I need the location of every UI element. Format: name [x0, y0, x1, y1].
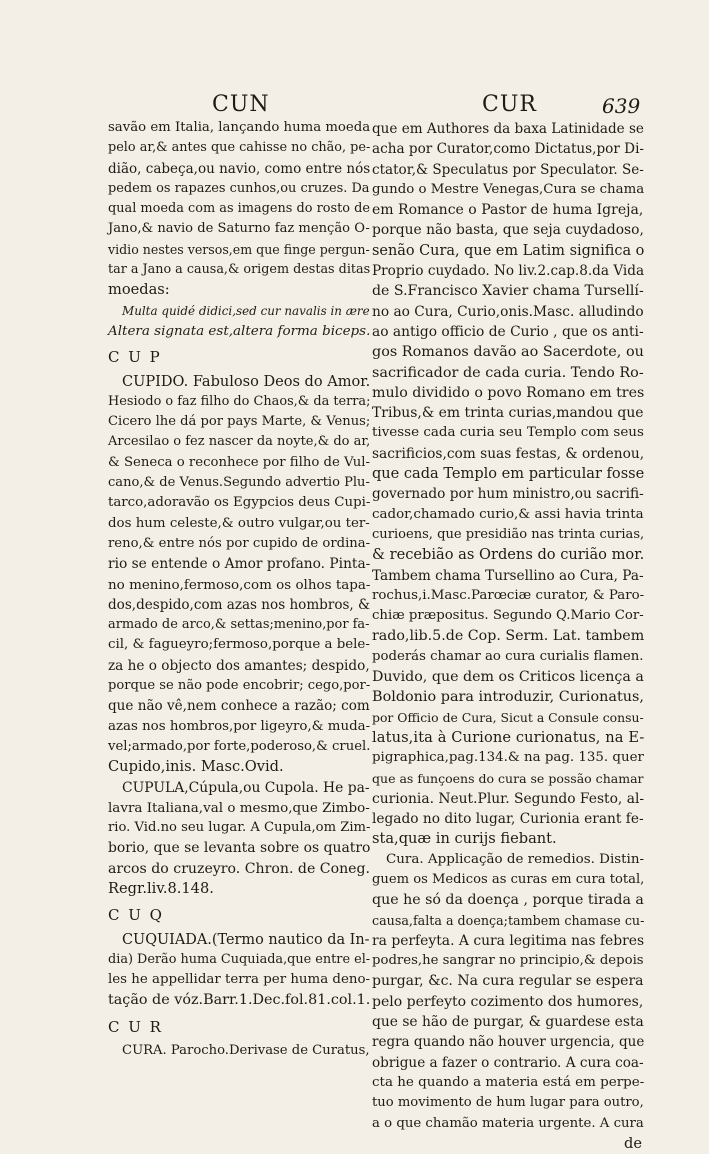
text-line: Regr.liv.8.148.: [108, 879, 214, 897]
text-line: ctator,& Speculatus por Speculator. Se-: [372, 161, 644, 178]
text-line: vidio nestes versos,em que finge pergun-: [108, 241, 370, 257]
text-line: reno,& entre nós por cupido de ordina-: [108, 535, 371, 551]
text-line: sta,quæ in curijs fiebant.: [372, 830, 557, 848]
text-line: qual moeda com as imagens do rosto de: [108, 201, 370, 217]
text-line: guem os Medicos as curas em cura total,: [372, 871, 645, 887]
text-line: chiæ præpositus. Segundo Q.Mario Cor-: [372, 608, 644, 624]
text-line: poderás chamar ao cura curialis flamen.: [372, 648, 644, 664]
text-line: Cura. Applicação de remedios. Distin-: [386, 851, 645, 867]
text-line: Duvido, que dem os Criticos licença a: [372, 669, 644, 686]
text-line: senão Cura, que em Latim significa o: [372, 242, 645, 259]
text-line: legado no dito lugar, Curionia erant fe-: [372, 811, 644, 828]
text-line: de: [624, 1134, 642, 1152]
text-line: CUPULA,Cúpula,ou Cupola. He pa-: [122, 779, 370, 796]
running-head-right: CUR: [482, 92, 537, 117]
text-line: regra quando não houver urgencia, que: [372, 1034, 645, 1051]
text-line: rio se entende o Amor profano. Pinta-: [108, 556, 371, 573]
text-line: za he o objecto dos amantes; despido,: [108, 657, 370, 674]
text-line: que as funçoens do cura se possão chamar: [372, 770, 644, 786]
text-line: Cupido,inis. Masc.Ovid.: [108, 758, 284, 776]
right-column: [372, 119, 644, 1154]
text-line: CURA. Parocho.Derivase de Curatus,: [122, 1043, 370, 1059]
text-line: que em Authores da baxa Latinidade se: [372, 121, 644, 137]
text-line: rio. Vid.no seu lugar. A Cupula,om Zim-: [108, 820, 371, 836]
text-line: pelo ar,& antes que cahisse no chão, pe-: [108, 140, 371, 156]
text-line: dos hum celeste,& outro vulgar,ou ter-: [108, 515, 370, 531]
text-line: que se hão de purgar, & guardese esta: [372, 1014, 644, 1031]
text-line: porque se não pode encobrir; cego,por-: [108, 678, 371, 694]
running-head-left: CUN: [212, 92, 270, 117]
text-line: em Romance o Pastor de huma Igreja,: [372, 202, 644, 219]
text-line: Proprio cuydado. No liv.2.cap.8.da Vida: [372, 263, 645, 280]
text-line: C U R: [108, 1017, 163, 1036]
left-column: [108, 118, 370, 1061]
text-line: gos Romanos davão ao Sacerdote, ou: [372, 344, 644, 361]
text-line: C U P: [108, 348, 162, 367]
text-line: Boldonio para introduzir, Curionatus,: [372, 689, 644, 706]
text-line: & recebião as Ordens do curião mor.: [372, 546, 645, 564]
text-line: rochus,i.Masc.Parœciæ curator, & Paro-: [372, 587, 645, 603]
text-line: Tribus,& em trinta curias,mandou que: [372, 405, 644, 422]
text-line: curionia. Neut.Plur. Segundo Festo, al-: [372, 790, 645, 807]
text-line: moedas:: [108, 281, 170, 299]
text-line: dos,despido,com azas nos hombros, &: [108, 596, 371, 613]
text-line: CUPIDO. Fabuloso Deos do Amor.: [122, 373, 371, 390]
text-line: C U Q: [108, 906, 164, 925]
text-line: dia) Derão huma Cuquiada,que entre el-: [108, 951, 371, 967]
text-line: pedem os rapazes cunhos,ou cruzes. Da: [108, 180, 370, 196]
text-line: Hesiodo o faz filho do Chaos,& da terra;: [108, 393, 371, 409]
text-line: sacrificios,com suas festas, & ordenou,: [372, 445, 645, 462]
text-line: curioens, que presidião nas trinta curias,: [372, 526, 645, 542]
text-line: tivesse cada curia seu Templo com seus: [372, 425, 644, 441]
text-line: borio, que se levanta sobre os quatro: [108, 840, 371, 857]
text-line: Altera signata est,altera forma biceps.: [108, 322, 371, 339]
text-line: dião, cabeça,ou navio, como entre nós: [108, 160, 371, 177]
text-line: rado,lib.5.de Cop. Serm. Lat. tambem: [372, 628, 645, 645]
text-line: arcos do cruzeyro. Chron. de Coneg.: [108, 860, 371, 877]
text-line: savão em Italia, lançando huma moeda: [108, 120, 371, 135]
text-line: porque não basta, que seja cuydadoso,: [372, 222, 644, 239]
text-line: cta he quando a materia está em perpe-: [372, 1074, 645, 1090]
text-line: por Officio de Cura, Sicut a Consule consu-: [372, 709, 644, 725]
text-line: Cicero lhe dá por pays Marte, & Venus;: [108, 414, 371, 430]
text-line: gundo o Mestre Venegas,Cura se chama: [372, 181, 645, 197]
page-number: 639: [602, 94, 641, 118]
text-line: de S.Francisco Xavier chama Tursellí-: [372, 283, 644, 300]
text-line: Arcesilao o fez nascer da noyte,& do ar,: [108, 434, 371, 450]
text-line: sacrificador de cada curia. Tendo Ro-: [372, 364, 644, 381]
text-line: & Seneca o reconhece por filho de Vul-: [108, 454, 370, 470]
text-line: Tambem chama Tursellino ao Cura, Pa-: [372, 567, 644, 584]
text-line: vel;armado,por forte,poderoso,& cruel.: [108, 738, 371, 754]
text-line: tar a Jano a causa,& origem destas ditas: [108, 262, 371, 278]
text-line: mulo dividido o povo Romano em tres: [372, 384, 645, 401]
text-line: purgar, &c. Na cura regular se espera: [372, 973, 644, 990]
text-line: cador,chamado curio,& assi havia trinta: [372, 506, 644, 522]
text-line: pigraphica,pag.134.& na pag. 135. quer: [372, 750, 644, 766]
text-line: latus,ita à Curione curionatus, na E-: [372, 728, 645, 746]
text-line: podres,he sangrar no principio,& depois: [372, 953, 644, 969]
text-line: que não vê,nem conhece a razão; com: [108, 698, 370, 715]
text-line: tação de vóz.Barr.1.Dec.fol.81.col.1.: [108, 992, 371, 1009]
text-line: cil, & fagueyro;fermoso,porque a bele-: [108, 637, 370, 653]
text-line: obrigue a fazer o contrario. A cura coa-: [372, 1054, 644, 1071]
text-line: tarco,adoravão os Egypcios deus Cupi-: [108, 495, 371, 511]
text-line: que cada Templo em particular fosse: [372, 465, 645, 483]
text-line: acha por Curator,como Dictatus,por Di-: [372, 141, 645, 158]
text-line: azas nos hombros,por ligeyro,& muda-: [108, 718, 371, 734]
text-line: a o que chamão materia urgente. A cura: [372, 1115, 644, 1131]
text-line: que he só da doença , porque tirada a: [372, 892, 644, 909]
text-line: pelo perfeyto cozimento dos humores,: [372, 993, 644, 1010]
text-line: Multa quidé didici,sed cur navalis in ære: [122, 303, 370, 318]
text-line: ao antigo officio de Curio , que os anti-: [372, 323, 644, 340]
text-line: causa,falta a doença;tambem chamase cu-: [372, 912, 645, 928]
text-line: armado de arco,& settas;menino,por fa-: [108, 617, 370, 633]
text-line: no ao Cura, Curio,onis.Masc. alludindo: [372, 303, 644, 320]
text-line: governado por hum ministro,ou sacrifi-: [372, 486, 644, 503]
text-line: ra perfeyta. A cura legitima nas febres: [372, 932, 645, 949]
text-line: CUQUIADA.(Termo nautico da In-: [122, 931, 370, 948]
text-line: Jano,& navio de Saturno faz menção O-: [108, 221, 370, 237]
text-line: les he appellidar terra per huma deno-: [108, 972, 371, 988]
text-line: tuo movimento de hum lugar para outro,: [372, 1095, 644, 1111]
text-line: no menino,fermoso,com os olhos tapa-: [108, 576, 371, 593]
text-line: cano,& de Venus.Segundo advertio Plu-: [108, 475, 370, 491]
text-line: lavra Italiana,val o mesmo,que Zimbo-: [108, 799, 370, 816]
